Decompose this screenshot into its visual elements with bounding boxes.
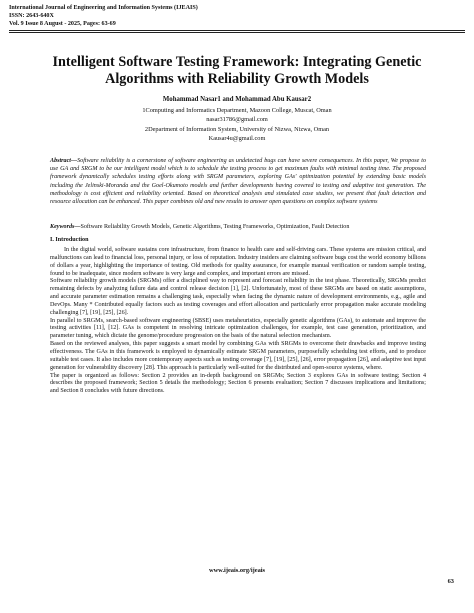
body-text (50, 247, 426, 396)
affiliation-2-dept: 2Department of Information System, University of Nizwa, Nizwa, Oman (144, 126, 330, 133)
affiliation-1-dept: 1Computing and Informatics Department, Mazoon College, Muscat, Oman (142, 107, 332, 114)
abstract-text: Software reliability is a cornerstone of software engineering as undetected bugs can have severe consequences. In this paper, We propose to use GA and SRGM to be our intelligent model which is to schedule the testing process to get maximum faults with minimal testing time. The proposed framework dynamically schedules testing efforts along with SRGM parameters, exploring GAs' optimization potential by extending basic models including the Jelinski-Moranda and the Goel-Okumoto models and further developments having covered to testing and adaptive test generation. The methodology is cost efficient and reliability oriented. Based on theoretical analysis and simulated case studies, we present that fault detection and resource allocation can be enhanced. This paper combines old and new results to answer open questions on complex software systems (50, 158, 426, 206)
affiliation-2-email: Kausar4u@gmail.com (208, 134, 266, 142)
keywords-label: Keywords— (50, 224, 81, 230)
journal-name: International Journal of Engineering and Information Systems (IJEAIS) (9, 5, 198, 11)
keywords (50, 223, 426, 231)
affiliation-1 (0, 107, 474, 124)
paragraph: In parallel to SRGMs, search-based software engineering (SBSE) uses metaheuristics, especially genetic algorithms (GAs), to automate and improve the testing activities [11], [12]. GAs is competent in resolving intricate optimization challenges, for example, test case generation, prioritization, and parameter tuning, which dictate the genome/procedure progression on the basis of the natural selection mechanism. (50, 317, 426, 340)
section-heading: I. Introduction (50, 237, 89, 243)
header-rule-top (9, 30, 465, 31)
journal-volume: Vol. 9 Issue 8 August - 2025, Pages: 63-69 (9, 21, 116, 27)
paragraph: The paper is organized as follows: Section 2 provides an in-depth background on SRGMs; Section 3 explores GAs in software testing; Section 4 describes the proposed framework; Section 5 details the methodology; Section 6 presents evaluation; Section 7 discusses implications and limitations; and Section 8 concludes with future directions. (50, 372, 426, 395)
affiliation-1-email: nasar31786@gmail.com (206, 115, 268, 123)
journal-issn: ISSN: 2643-640X (9, 13, 54, 19)
header-rule-bottom (9, 32, 465, 33)
abstract-label: Abstract— (50, 158, 78, 164)
affiliation-2 (0, 126, 474, 143)
journal-header (9, 4, 198, 28)
title-line-1: Intelligent Software Testing Framework: Integrating Genetic (52, 54, 422, 70)
footer-url: www.ijeais.org/ijeais (208, 567, 266, 574)
page-number: 63 (447, 578, 454, 585)
abstract (50, 157, 426, 206)
paragraph: Software reliability growth models (SRGMs) offer a disciplined way to represent and forecast reliability in the test phase. Theoretically, SRGMs predict remaining defects by analyzing failure data and control release decision [1], [2]. Unfortunately, most of these SRGMs are based on static assumptions, and accurate parameter estimation remains a challenging task, especially when facing the dynamic nature of development environments, e.g., agile and DevOps. Many * Contributed equally factors such as testing coverages and effort allocation and particularly error propagation make accurate modeling challenging [7], [19], [25], [26]. (50, 278, 426, 316)
author-list: Mohammad Nasar1 and Mohammad Abu Kausar2 (162, 96, 312, 103)
paragraph: In the digital world, software sustains core infrastructure, from finance to health care and self-driving cars. These systems are mission critical, and malfunctions can lead to financial loss, personal injury, or loss of reputation. Industry insiders are claiming software bugs cost the world economy billions of dollars a year, highlighting the importance of testing. Old methods for quality assurance, for example manual verification or random sample testing, found to be inadequate, since modern software is very large and complex, and important errors are missed. (50, 247, 426, 277)
paragraph: Based on the reviewed analyses, this paper suggests a smart model by combining GAs with SRGMs to overcome their drawbacks and improve testing effectiveness. The GAs in this framework is employed to dynamically estimate SRGM parameters, purposefully scheduling test efforts, and to produce suitable test cases. It also includes more contemporary aspects such as testing coverage [7], [19], [25], [26], error propagation [26], and adaptive test input generation for vulnerability discovery [28]. This approach is particularly well-suited for the distributed and open-source systems, where. (50, 341, 426, 371)
paper-title (20, 54, 454, 87)
keywords-text: Software Reliability Growth Models, Genetic Algorithms, Testing Frameworks, Optimization, Fault Detection (80, 224, 350, 230)
title-line-2: Algorithms with Reliability Growth Models (105, 70, 369, 87)
